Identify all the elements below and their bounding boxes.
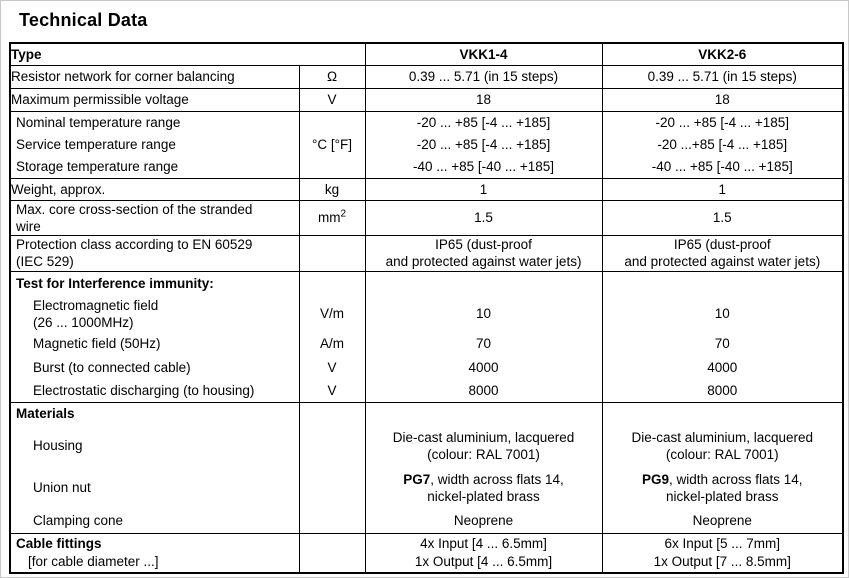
temp-nominal-value-1: -20 ... +85 [-4 ... +185] — [416, 115, 551, 130]
page-title: Technical Data — [19, 10, 148, 30]
row-materials-block — [10, 402, 843, 533]
materials-housing-value-2: Die-cast aluminium, lacquered (colour: RAL 7001) — [631, 429, 814, 462]
interference-em-value-1: 10 — [476, 306, 492, 321]
technical-data-table — [9, 42, 844, 574]
protection-value-1: IP65 (dust-proof and protected against water jets) — [365, 235, 602, 271]
materials-clamping-cone-value-2: Neoprene — [692, 513, 752, 528]
cable-subtitle: [for cable diameter ...] — [28, 553, 159, 569]
interference-title: Test for Interference immunity: — [16, 276, 214, 291]
temp-nominal-label: Nominal temperature range — [16, 115, 181, 130]
protection-unit-empty — [299, 235, 365, 271]
header-row — [10, 43, 843, 65]
row-weight — [10, 178, 843, 200]
row-cable-fittings — [10, 533, 843, 573]
temp-nominal-value-2: -20 ... +85 [-4 ... +185] — [655, 115, 790, 130]
cable-title: Cable fittings — [16, 535, 102, 551]
materials-union-nut-value-2: PG9, width across flats 14, nickel-plated brass — [641, 471, 803, 504]
temp-storage-label: Storage temperature range — [16, 159, 179, 174]
header-model-vkk1-4: VKK1-4 — [365, 43, 602, 65]
protection-value-2: IP65 (dust-proof and protected against water jets) — [602, 235, 843, 271]
materials-title: Materials — [16, 406, 75, 421]
core-label-line1: Max. core cross-section of the stranded — [16, 201, 253, 217]
core-unit: $mm^2$ — [299, 200, 365, 235]
row-core-cross-section — [10, 200, 843, 235]
cable-value-2: 6x Input [5 ... 7mm] 1x Output [7 ... 8.5mm] — [602, 533, 843, 573]
interference-magnetic-value-2: 70 — [714, 336, 730, 351]
voltage-label: Maximum permissible voltage — [10, 88, 299, 111]
materials-union-nut-value-1: PG7, width across flats 14, nickel-plated brass — [403, 471, 564, 504]
resistor-unit: Ω — [299, 65, 365, 88]
resistor-label: Resistor network for corner balancing — [10, 65, 299, 88]
row-protection-class — [10, 235, 843, 271]
materials-union-nut-label: Union nut — [33, 480, 91, 495]
interference-em-label: Electromagnetic field (26 ... 1000MHz) — [33, 297, 159, 330]
core-label-line2: wire — [16, 218, 41, 234]
materials-unit-empty — [299, 402, 365, 533]
header-model-vkk2-6: VKK2-6 — [602, 43, 843, 65]
materials-housing-value-1: Die-cast aluminium, lacquered (colour: RAL 7001) — [392, 429, 575, 462]
cable-label — [10, 533, 299, 573]
interference-labels — [10, 271, 299, 402]
interference-burst-value-1: 4000 — [468, 359, 499, 375]
interference-burst-value-2: 4000 — [707, 359, 738, 375]
temperature-values-1 — [365, 111, 602, 178]
protection-label-line2: (IEC 529) — [16, 254, 74, 269]
interference-em-unit: V/m — [320, 306, 345, 321]
temperature-values-2 — [602, 111, 843, 178]
weight-value-1: 1 — [365, 178, 602, 200]
voltage-unit: V — [299, 88, 365, 111]
materials-clamping-cone-value-1: Neoprene — [453, 513, 514, 528]
interference-burst-unit: V — [327, 359, 337, 375]
interference-burst-label: Burst (to connected cable) — [33, 359, 191, 375]
temp-service-value-2: -20 ...+85 [-4 ... +185] — [657, 137, 788, 152]
temp-service-label: Service temperature range — [16, 137, 176, 152]
weight-label: Weight, approx. — [10, 178, 299, 200]
interference-magnetic-value-1: 70 — [476, 336, 492, 351]
interference-magnetic-unit: A/m — [320, 336, 345, 351]
materials-clamping-cone-label: Clamping cone — [33, 513, 124, 528]
core-label — [10, 200, 299, 235]
materials-values-2 — [602, 402, 843, 533]
interference-values-2 — [602, 271, 843, 402]
temperature-labels — [10, 111, 299, 178]
row-interference-block — [10, 271, 843, 402]
core-value-2: 1.5 — [602, 200, 843, 235]
voltage-value-1: 18 — [365, 88, 602, 111]
resistor-value-2: 0.39 ... 5.71 (in 15 steps) — [602, 65, 843, 88]
cable-value-1: 4x Input [4 ... 6.5mm] 1x Output [4 ... 6.5mm] — [365, 533, 602, 573]
temperature-unit: °C [°F] — [299, 111, 365, 178]
row-temperature-block — [10, 111, 843, 178]
materials-values-1 — [365, 402, 602, 533]
row-voltage — [10, 88, 843, 111]
weight-unit: kg — [299, 178, 365, 200]
interference-magnetic-label: Magnetic field (50Hz) — [33, 336, 161, 351]
materials-housing-label: Housing — [33, 438, 83, 453]
interference-esd-value-2: 8000 — [707, 382, 738, 398]
interference-esd-label: Electrostatic discharging (to housing) — [33, 382, 255, 398]
temp-storage-value-1: -40 ... +85 [-40 ... +185] — [412, 159, 555, 174]
header-type: Type — [10, 43, 365, 65]
cable-unit-empty — [299, 533, 365, 573]
interference-em-value-2: 10 — [714, 306, 730, 321]
voltage-value-2: 18 — [602, 88, 843, 111]
resistor-value-1: 0.39 ... 5.71 (in 15 steps) — [365, 65, 602, 88]
weight-value-2: 1 — [602, 178, 843, 200]
interference-esd-unit: V — [327, 382, 337, 398]
interference-esd-value-1: 8000 — [468, 382, 499, 398]
temp-service-value-1: -20 ... +85 [-4 ... +185] — [416, 137, 551, 152]
interference-values-1 — [365, 271, 602, 402]
protection-label-line1: Protection class according to EN 60529 — [16, 237, 253, 252]
protection-label — [10, 235, 299, 271]
temp-storage-value-2: -40 ... +85 [-40 ... +185] — [651, 159, 793, 174]
materials-labels — [10, 402, 299, 533]
row-resistor — [10, 65, 843, 88]
core-value-1: 1.5 — [365, 200, 602, 235]
interference-units — [299, 271, 365, 402]
